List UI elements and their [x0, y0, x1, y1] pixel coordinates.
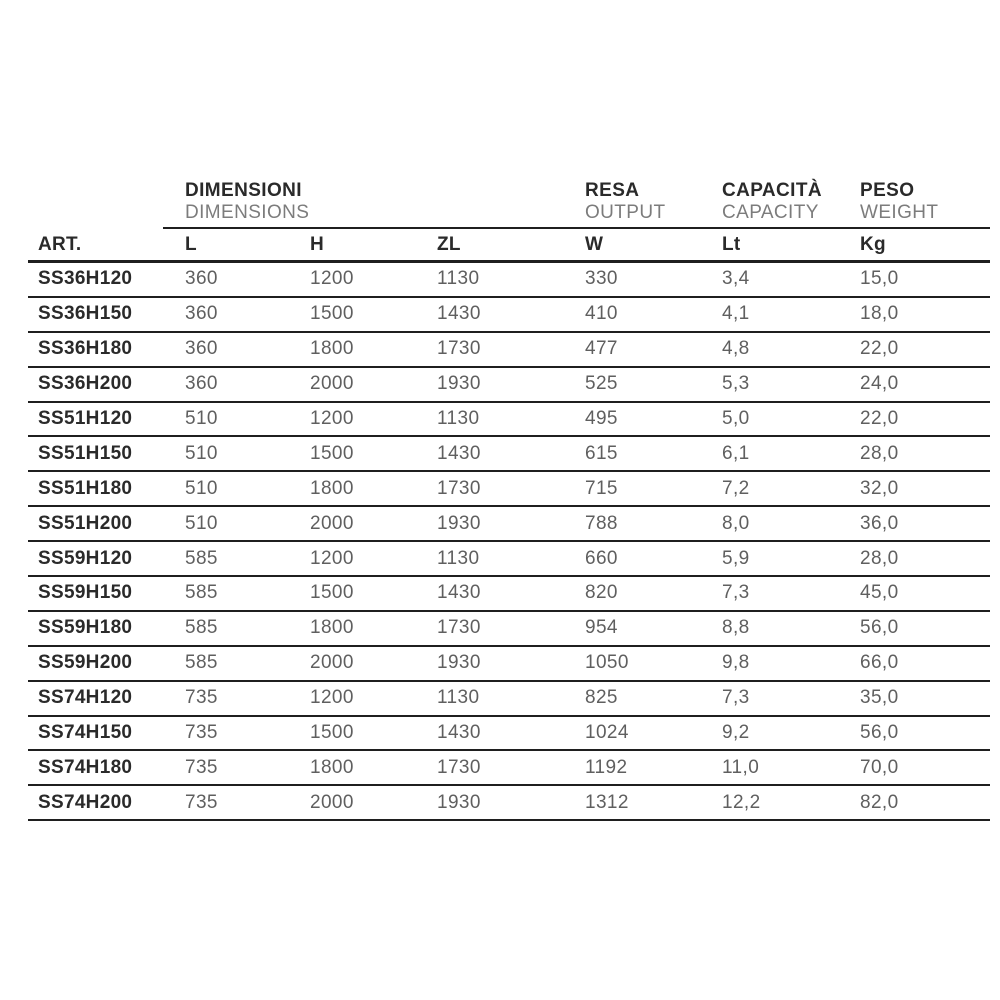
- group-subtitle-dimensions: DIMENSIONS: [185, 202, 310, 223]
- value-cell: 22,0: [860, 408, 899, 429]
- value-cell: 2000: [310, 512, 354, 534]
- value-cell: 410: [585, 303, 618, 325]
- table-row: [28, 786, 990, 821]
- value-cell: 22,0: [860, 338, 899, 360]
- value-cell: 1500: [310, 582, 354, 604]
- value-cell: 5,3: [722, 373, 750, 395]
- value-cell: 45,0: [860, 582, 899, 604]
- value-cell: 1130: [437, 547, 480, 569]
- value-cell: 36,0: [860, 512, 899, 534]
- art-code: SS51H120: [38, 408, 133, 429]
- value-cell: 360: [185, 338, 218, 360]
- value-cell: 3,4: [722, 268, 750, 290]
- value-cell: 477: [585, 338, 618, 360]
- value-cell: 11,0: [722, 756, 760, 778]
- col-header-zl: ZL: [437, 234, 461, 255]
- table-row: [28, 612, 990, 647]
- value-cell: 615: [585, 442, 618, 464]
- value-cell: 495: [585, 408, 618, 429]
- value-cell: 1930: [437, 373, 481, 395]
- value-cell: 1730: [437, 617, 481, 639]
- value-cell: 1200: [310, 268, 354, 290]
- table-row: [28, 542, 990, 577]
- art-code: SS59H150: [38, 582, 133, 604]
- table-row: [28, 298, 990, 333]
- art-code: SS59H180: [38, 617, 133, 639]
- column-group-output: [585, 180, 666, 223]
- value-cell: 330: [585, 268, 618, 290]
- value-cell: 525: [585, 373, 618, 395]
- value-cell: 1930: [437, 652, 481, 674]
- value-cell: 32,0: [860, 477, 899, 499]
- value-cell: 735: [185, 722, 218, 744]
- value-cell: 1200: [310, 547, 354, 569]
- value-cell: 66,0: [860, 652, 899, 674]
- value-cell: 1430: [437, 303, 481, 325]
- value-cell: 1050: [585, 652, 629, 674]
- table-row: [28, 577, 990, 612]
- value-cell: 510: [185, 477, 218, 499]
- value-cell: 1500: [310, 442, 354, 464]
- value-cell: 1130: [437, 408, 480, 429]
- table-row: [28, 647, 990, 682]
- value-cell: 360: [185, 373, 218, 395]
- value-cell: 1930: [437, 512, 481, 534]
- table-row: [28, 368, 990, 403]
- table-row: [28, 682, 990, 717]
- value-cell: 56,0: [860, 617, 899, 639]
- art-code: SS51H150: [38, 442, 133, 464]
- value-cell: 954: [585, 617, 618, 639]
- value-cell: 28,0: [860, 547, 899, 569]
- value-cell: 70,0: [860, 756, 899, 778]
- value-cell: 28,0: [860, 442, 899, 464]
- art-code: SS51H200: [38, 512, 133, 534]
- column-group-weight: [860, 180, 938, 223]
- value-cell: 820: [585, 582, 618, 604]
- value-cell: 4,8: [722, 338, 750, 360]
- value-cell: 1200: [310, 687, 354, 709]
- value-cell: 35,0: [860, 687, 899, 709]
- table-row: [28, 403, 990, 438]
- value-cell: 1312: [585, 791, 629, 813]
- art-code: SS59H120: [38, 547, 133, 569]
- value-cell: 585: [185, 652, 218, 674]
- value-cell: 788: [585, 512, 618, 534]
- value-cell: 1430: [437, 722, 481, 744]
- value-cell: 1200: [310, 408, 354, 429]
- group-title-capacita: CAPACITÀ: [722, 180, 822, 201]
- value-cell: 5,9: [722, 547, 750, 569]
- column-group-dimensions: [185, 180, 309, 223]
- group-title-peso: PESO: [860, 180, 915, 201]
- art-code: SS74H180: [38, 756, 133, 778]
- value-cell: 5,0: [722, 408, 750, 429]
- table-row: [28, 472, 990, 507]
- value-cell: 1930: [437, 791, 481, 813]
- value-cell: 7,3: [722, 687, 750, 709]
- col-header-lt: Lt: [722, 234, 741, 255]
- value-cell: 585: [185, 547, 218, 569]
- col-header-w: W: [585, 234, 604, 255]
- art-code: SS74H120: [38, 687, 133, 709]
- art-code: SS36H180: [38, 338, 133, 360]
- value-cell: 9,2: [722, 722, 750, 744]
- value-cell: 1024: [585, 722, 629, 744]
- value-cell: 2000: [310, 791, 354, 813]
- value-cell: 360: [185, 303, 218, 325]
- value-cell: 7,2: [722, 477, 750, 499]
- column-group-capacity: [722, 180, 822, 223]
- value-cell: 1192: [585, 756, 628, 778]
- art-code: SS74H200: [38, 791, 133, 813]
- art-code: SS74H150: [38, 722, 133, 744]
- art-code: SS36H120: [38, 268, 133, 290]
- col-header-kg: Kg: [860, 234, 886, 255]
- value-cell: 12,2: [722, 791, 761, 813]
- value-cell: 1730: [437, 477, 481, 499]
- table-row: [28, 437, 990, 472]
- value-cell: 735: [185, 687, 218, 709]
- value-cell: 510: [185, 442, 218, 464]
- table-row: [28, 333, 990, 368]
- group-subtitle-weight: WEIGHT: [860, 202, 939, 223]
- value-cell: 715: [585, 477, 618, 499]
- value-cell: 510: [185, 408, 218, 429]
- value-cell: 660: [585, 547, 618, 569]
- value-cell: 1730: [437, 338, 481, 360]
- table-row: [28, 751, 990, 786]
- col-header-l: L: [185, 234, 197, 255]
- art-code: SS59H200: [38, 652, 133, 674]
- value-cell: 585: [185, 582, 218, 604]
- value-cell: 360: [185, 268, 218, 290]
- group-subtitle-capacity: CAPACITY: [722, 202, 819, 223]
- value-cell: 2000: [310, 373, 354, 395]
- value-cell: 18,0: [860, 303, 899, 325]
- value-cell: 735: [185, 791, 218, 813]
- column-header-row: [28, 232, 990, 258]
- art-code: SS51H180: [38, 477, 133, 499]
- table-row: [28, 717, 990, 752]
- table-rows: [28, 260, 990, 821]
- value-cell: 1500: [310, 303, 354, 325]
- group-header-divider: [163, 227, 990, 229]
- value-cell: 1800: [310, 338, 354, 360]
- value-cell: 1130: [437, 268, 480, 290]
- table-row: [28, 507, 990, 542]
- value-cell: 1800: [310, 617, 354, 639]
- value-cell: 825: [585, 687, 618, 709]
- value-cell: 24,0: [860, 373, 899, 395]
- value-cell: 56,0: [860, 722, 899, 744]
- value-cell: 82,0: [860, 791, 899, 813]
- value-cell: 8,8: [722, 617, 750, 639]
- value-cell: 1430: [437, 582, 481, 604]
- table-row: [28, 263, 990, 298]
- value-cell: 2000: [310, 652, 354, 674]
- value-cell: 6,1: [722, 442, 750, 464]
- value-cell: 1500: [310, 722, 354, 744]
- value-cell: 1430: [437, 442, 481, 464]
- art-code: SS36H200: [38, 373, 133, 395]
- col-header-h: H: [310, 234, 325, 255]
- value-cell: 4,1: [722, 303, 750, 325]
- value-cell: 7,3: [722, 582, 750, 604]
- art-code: SS36H150: [38, 303, 133, 325]
- group-title-dimensioni: DIMENSIONI: [185, 180, 302, 201]
- value-cell: 15,0: [860, 268, 899, 290]
- value-cell: 585: [185, 617, 218, 639]
- value-cell: 1800: [310, 477, 354, 499]
- value-cell: 1130: [437, 687, 480, 709]
- group-title-resa: RESA: [585, 180, 640, 201]
- value-cell: 510: [185, 512, 218, 534]
- value-cell: 1730: [437, 756, 481, 778]
- value-cell: 735: [185, 756, 218, 778]
- value-cell: 9,8: [722, 652, 750, 674]
- value-cell: 8,0: [722, 512, 750, 534]
- col-header-art: ART.: [38, 234, 82, 255]
- group-subtitle-output: OUTPUT: [585, 202, 666, 223]
- value-cell: 1800: [310, 756, 354, 778]
